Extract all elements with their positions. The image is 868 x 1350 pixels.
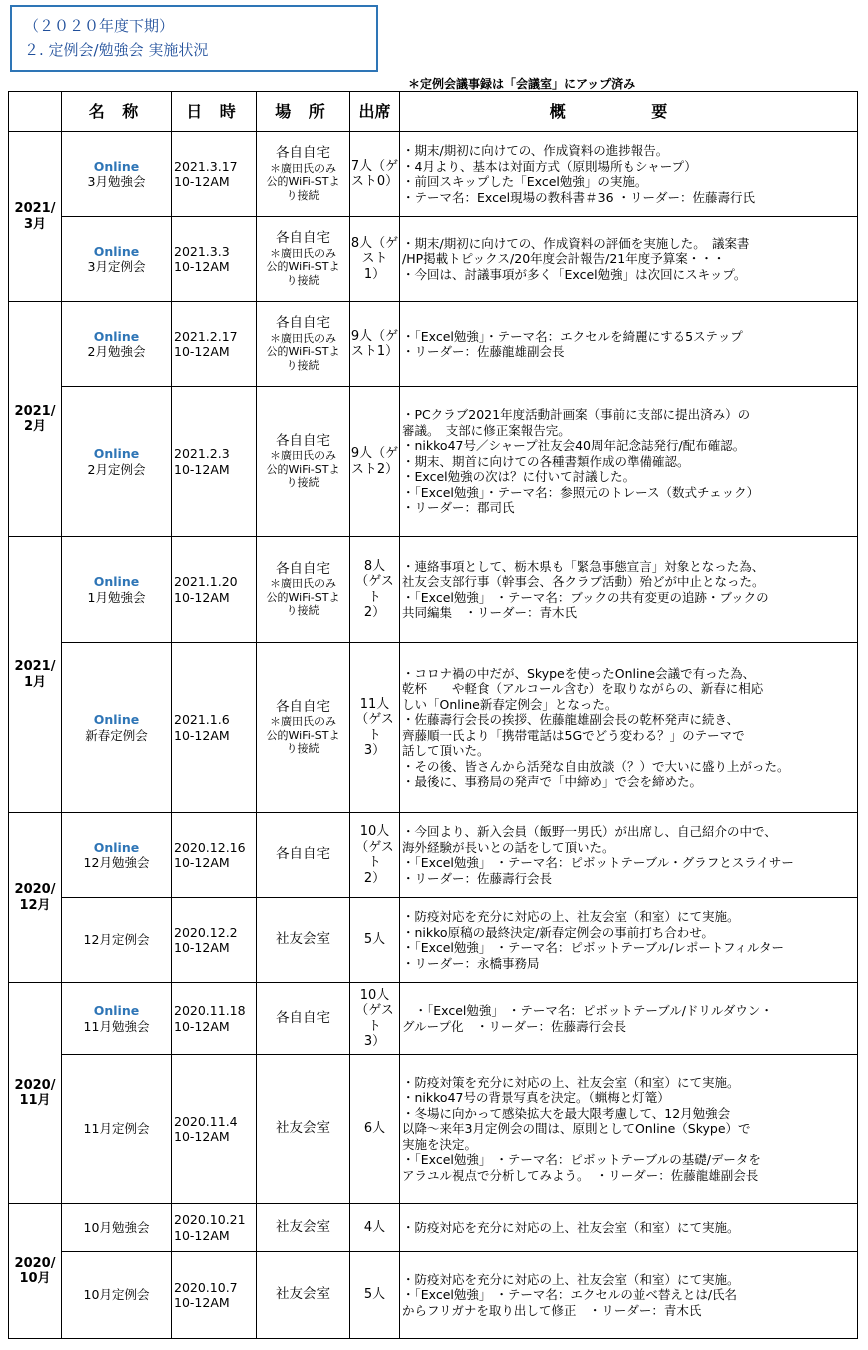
place-note: り接続	[286, 742, 320, 755]
date-line: 10-12AM	[174, 174, 230, 189]
place-name: 社友会室	[276, 1286, 330, 1303]
summary-cell	[400, 813, 858, 898]
table-row	[9, 1204, 858, 1252]
attendance-line: スト	[361, 251, 388, 267]
place-cell	[257, 813, 350, 898]
summary-line: 乾杯 や軽食（アルコール含む）を取りながらの、新春に相応	[402, 681, 764, 696]
place-note: ＊廣田氏のみ	[270, 331, 336, 345]
place-cell	[257, 1055, 350, 1204]
table-row	[9, 387, 858, 537]
place-note: り接続	[286, 476, 320, 489]
summary-line: ・今回より、新入会員（飯野一男氏）が出席し、自己紹介の中で、	[402, 824, 777, 839]
online-badge: Online	[93, 446, 140, 461]
place-name: 各自自宅	[276, 1009, 330, 1026]
place-cell	[257, 643, 350, 813]
period-label: 2020/	[14, 1255, 56, 1271]
meeting-name: 12月勉強会	[83, 855, 150, 870]
summary-line: しい「Online新春定例会」となった。	[402, 696, 618, 712]
summary-line: 齊藤順一氏より「携帯電話は5Gでどう変わる？」のテーマで	[402, 727, 745, 743]
attendance-line: 10人	[359, 824, 390, 839]
date-line: 2021.2.17	[174, 328, 238, 344]
attendance-cell	[350, 1204, 400, 1252]
date-line: 2020.11.4	[174, 1113, 238, 1129]
date-line: 2021.2.3	[174, 446, 230, 461]
place-name: 各自自宅	[276, 432, 330, 449]
online-badge: Online	[93, 328, 140, 344]
table-row	[9, 898, 858, 983]
attendance-line: 8人（ゲ	[350, 235, 399, 251]
summary-line: ・その後、皆さんから活発な自由放談（？）で大いに盛り上がった。	[402, 758, 790, 774]
place-name: 社友会室	[276, 1120, 330, 1137]
attendance-cell	[350, 537, 400, 643]
summary-line: ・「Excel勉強」 ・テーマ名：ピボットテーブル/レポートフィルター	[402, 940, 785, 955]
summary-line: ・コロナ禍の中だが、Skypeを使ったOnline会議で有った為、	[402, 665, 756, 681]
summary-line: ・今回は、討議事項が多く「Excel勉強」は次回にスキップ。	[402, 266, 747, 282]
col-name-header: 名 称	[62, 92, 172, 132]
date-line: 10-12AM	[174, 589, 230, 605]
period-label: 2021/	[14, 403, 56, 419]
date-line: 10-12AM	[174, 1018, 230, 1034]
date-line: 2020.12.2	[174, 924, 238, 940]
meeting-name: 1月勉強会	[87, 589, 146, 605]
table-row	[9, 302, 858, 387]
date-line: 2021.3.3	[174, 243, 230, 259]
meeting-name: 10月勉強会	[83, 1219, 150, 1235]
meeting-name: 3月勉強会	[87, 174, 146, 189]
summary-line: ・冬場に向かって感染拡大を最大限考慮して、12月勉強会	[402, 1105, 731, 1121]
summary-line: ・期末、期首に向けての各種書類作成の準備確認。	[402, 453, 690, 469]
attendance-cell	[350, 898, 400, 983]
date-line: 2020.10.7	[174, 1279, 238, 1295]
place-cell	[257, 217, 350, 302]
summary-line: /HP掲載トピックス/20年度会計報告/21年度予算案・・・	[402, 251, 726, 267]
date-line: 2020.12.16	[174, 839, 246, 855]
attendance-line: （ゲスト	[355, 1003, 394, 1034]
meeting-name-cell	[62, 302, 172, 387]
section-title: ２. 定例会/勉強会 実施状況	[24, 41, 209, 59]
col-period-header	[9, 92, 62, 132]
date-cell	[172, 217, 257, 302]
summary-line: 話して頂いた。	[402, 743, 490, 758]
summary-line: 実施を決定。	[402, 1136, 478, 1152]
date-line: 10-12AM	[174, 461, 230, 477]
meeting-name: 11月定例会	[83, 1121, 150, 1137]
date-line: 10-12AM	[174, 940, 230, 955]
meeting-name-cell	[62, 1204, 172, 1252]
date-cell	[172, 643, 257, 813]
period-label: 2021/	[14, 659, 56, 674]
summary-line: ・PCクラブ2021年度活動計画案（事前に支部に提出済み）の	[402, 407, 751, 423]
meeting-name: 11月勉強会	[83, 1018, 150, 1034]
table-body	[9, 132, 858, 1339]
attendance-cell	[350, 813, 400, 898]
summary-cell	[400, 643, 858, 813]
summary-line: ・「Excel勉強」 ・テーマ名：ピボットテーブルの基礎/データを	[402, 1152, 761, 1168]
col-attendance-header: 出席	[350, 92, 400, 132]
summary-line: ・リーダー：郡司氏	[402, 500, 515, 516]
col-summary-header: 概 要	[400, 92, 858, 132]
summary-cell	[400, 302, 858, 387]
attendance-line: 11人	[359, 696, 390, 712]
meeting-name: 2月定例会	[87, 461, 146, 477]
place-name: 各自自宅	[276, 230, 330, 246]
summary-cell	[400, 898, 858, 983]
date-line: 10-12AM	[174, 1295, 230, 1310]
date-cell	[172, 898, 257, 983]
period-label: 11月	[19, 1093, 51, 1108]
period-label: 3月	[23, 216, 47, 232]
place-note: り接続	[286, 273, 320, 287]
meeting-name-cell	[62, 813, 172, 898]
meeting-name-cell	[62, 387, 172, 537]
attendance-line: 9人（ゲ	[350, 446, 399, 461]
date-line: 2021.1.20	[174, 574, 238, 589]
place-cell	[257, 302, 350, 387]
table-row	[9, 643, 858, 813]
summary-line: ・リーダー：永橋事務局	[402, 955, 540, 971]
attendance-line: 5人	[363, 932, 386, 948]
place-note: ＊廣田氏のみ	[270, 449, 336, 462]
place-note: ＊廣田氏のみ	[270, 246, 336, 260]
meeting-name-cell	[62, 132, 172, 217]
attendance-cell	[350, 302, 400, 387]
table-row	[9, 983, 858, 1055]
summary-cell	[400, 983, 858, 1055]
period-cell	[9, 302, 62, 537]
summary-line: ・防疫対応を充分に対応の上、社友会室（和室）にて実施。	[402, 909, 740, 924]
place-name: 社友会室	[276, 931, 330, 948]
meeting-name: 10月定例会	[83, 1287, 150, 1303]
place-cell	[257, 132, 350, 217]
summary-line: 審議。 支部に修正案報告完。	[402, 422, 571, 438]
summary-cell	[400, 217, 858, 302]
date-cell	[172, 813, 257, 898]
attendance-cell	[350, 387, 400, 537]
attendance-line: 6人	[363, 1121, 386, 1137]
meeting-name-cell	[62, 643, 172, 813]
attendance-line: 8人	[363, 558, 386, 574]
meeting-name-cell	[62, 1252, 172, 1339]
period-cell	[9, 1204, 62, 1339]
place-cell	[257, 898, 350, 983]
attendance-line: 3）	[363, 1034, 386, 1049]
attendance-line: スト0）	[350, 174, 399, 189]
place-cell	[257, 387, 350, 537]
place-cell	[257, 1252, 350, 1339]
place-note: り接続	[286, 188, 320, 202]
attendance-cell	[350, 643, 400, 813]
place-note: 公的WiFi-STよ	[266, 260, 340, 273]
summary-line: ・連絡事項として、栃木県も「緊急事態宣言」対象となった為、	[402, 558, 765, 574]
minutes-note: ＊定例会議事録は「会議室」にアップ済み	[408, 77, 636, 91]
period-label: 2月	[23, 419, 47, 434]
summary-line: ・「Excel勉強」・テーマ名：参照元のトレース（数式チェック）	[402, 484, 760, 500]
period-cell	[9, 813, 62, 983]
place-name: 各自自宅	[276, 145, 330, 161]
period-cell	[9, 132, 62, 302]
summary-line: ・前回スキップした「Excel勉強」の実施。	[402, 174, 648, 189]
summary-line: ・4月より、基本は対面方式（原則場所もシャープ）	[402, 158, 697, 174]
meeting-name: 新春定例会	[85, 727, 148, 743]
summary-line: ・「Excel勉強」 ・テーマ名：ピボットテーブル/ドリルダウン・	[402, 1003, 773, 1018]
summary-cell	[400, 1055, 858, 1204]
summary-line: 共同編集 ・リーダー：青木氏	[402, 605, 578, 620]
date-line: 2020.11.18	[174, 1003, 246, 1018]
place-name: 各自自宅	[276, 315, 330, 331]
meeting-name: 12月定例会	[83, 932, 150, 948]
table-row	[9, 537, 858, 643]
period-label: 10月	[19, 1271, 51, 1286]
date-cell	[172, 1055, 257, 1204]
summary-line: ・「Excel勉強」・テーマ名：エクセルを綺麗にする5ステップ	[402, 328, 743, 344]
attendance-line: 4人	[363, 1219, 386, 1235]
date-line: 10-12AM	[174, 344, 230, 359]
date-line: 2021.1.6	[174, 712, 230, 727]
summary-cell	[400, 1252, 858, 1339]
period-label: 2020/	[14, 882, 56, 897]
date-cell	[172, 132, 257, 217]
attendance-cell	[350, 1252, 400, 1339]
date-line: 10-12AM	[174, 727, 230, 743]
period-label: 12月	[19, 897, 51, 913]
place-cell	[257, 537, 350, 643]
date-line: 10-12AM	[174, 1227, 230, 1243]
table-row	[9, 1055, 858, 1204]
meeting-name-cell	[62, 898, 172, 983]
place-cell	[257, 1204, 350, 1252]
summary-line: ・佐藤壽行会長の挨拶、佐藤龍雄副会長の乾杯発声に続き、	[402, 712, 740, 727]
attendance-line: スト1）	[350, 344, 399, 359]
period-cell	[9, 537, 62, 813]
place-name: 各自自宅	[276, 698, 330, 715]
meeting-name: 2月勉強会	[87, 344, 146, 359]
attendance-cell	[350, 1055, 400, 1204]
place-note: ＊廣田氏のみ	[270, 577, 336, 590]
period-label: 1月	[23, 674, 47, 690]
summary-line: ・防疫対策を充分に対応の上、社友会室（和室）にて実施。	[402, 1074, 740, 1090]
date-line: 2020.10.21	[174, 1212, 246, 1227]
summary-line: ・期末/期初に向けての、作成資料の評価を実施した。 議案書	[402, 235, 750, 251]
date-cell	[172, 1204, 257, 1252]
attendance-cell	[350, 217, 400, 302]
attendance-line: 1）	[363, 266, 386, 282]
summary-line: ・最後に、事務局の発声で「中締め」で会を締めた。	[402, 774, 703, 789]
col-date-header: 日 時	[172, 92, 257, 132]
place-note: 公的WiFi-STよ	[266, 345, 340, 358]
place-name: 各自自宅	[276, 846, 330, 863]
place-cell	[257, 983, 350, 1055]
summary-line: ・nikko原稿の最終決定/新春定例会の事前打ち合わせ。	[402, 924, 714, 940]
period-label: 2020/	[14, 1077, 56, 1093]
report-period: （２０２０年度下期）	[24, 17, 175, 35]
summary-line: ・「Excel勉強」 ・テーマ名：ブックの共有変更の追跡・ブックの	[402, 589, 769, 605]
summary-line: アラユル視点で分析してみよう。 ・リーダー：佐藤龍雄副会長	[402, 1167, 759, 1183]
attendance-line: 2）	[363, 870, 386, 886]
date-line: 10-12AM	[174, 259, 230, 274]
date-line: 10-12AM	[174, 855, 230, 870]
online-badge: Online	[93, 574, 140, 589]
online-badge: Online	[93, 839, 140, 855]
date-line: 10-12AM	[174, 1129, 230, 1144]
online-badge: Online	[93, 1003, 140, 1018]
summary-line: ・「Excel勉強」 ・テーマ名：ピボットテーブル・グラフとスライサー	[402, 855, 794, 870]
summary-line: ・期末/期初に向けての、作成資料の進捗報告。	[402, 143, 669, 158]
period-cell	[9, 983, 62, 1204]
summary-line: ・nikko47号の背景写真を決定。（蝋梅と灯篭）	[402, 1090, 670, 1106]
meeting-status-table	[8, 91, 858, 1339]
place-note: ＊廣田氏のみ	[270, 715, 336, 728]
attendance-line: 2）	[363, 605, 386, 620]
date-cell	[172, 302, 257, 387]
attendance-line: 3）	[363, 743, 386, 758]
date-cell	[172, 1252, 257, 1339]
meeting-name-cell	[62, 537, 172, 643]
summary-line: ・リーダー：佐藤壽行会長	[402, 870, 553, 886]
summary-cell	[400, 537, 858, 643]
summary-line: からフリガナを取り出して修正 ・リーダー：青木氏	[402, 1302, 702, 1318]
table-row	[9, 132, 858, 217]
place-note: り接続	[286, 604, 320, 617]
summary-line: ・テーマ名：Excel現場の教科書＃36 ・リーダー：佐藤壽行氏	[402, 189, 755, 205]
place-note: ＊廣田氏のみ	[270, 161, 336, 175]
summary-line: 海外経験が長いとの話をして頂いた。	[402, 839, 615, 855]
attendance-line: 5人	[363, 1287, 386, 1303]
place-note: 公的WiFi-STよ	[266, 462, 340, 476]
summary-cell	[400, 387, 858, 537]
online-badge: Online	[93, 243, 140, 259]
summary-line: 以降～来年3月定例会の間は、原則としてOnline（Skype）で	[402, 1121, 751, 1137]
place-name: 社友会室	[276, 1218, 330, 1235]
place-note: 公的WiFi-STよ	[266, 175, 340, 188]
attendance-line: 10人	[359, 987, 390, 1003]
table-row	[9, 813, 858, 898]
col-place-header: 場 所	[257, 92, 350, 132]
summary-line: ・nikko47号／シャープ社友会40周年記念誌発行/配布確認。	[402, 438, 746, 454]
period-label: 2021/	[14, 201, 56, 216]
summary-line: ・「Excel勉強」 ・テーマ名：エクセルの並べ替えとは/氏名	[402, 1287, 738, 1303]
date-cell	[172, 537, 257, 643]
meeting-name: 3月定例会	[87, 259, 146, 274]
online-badge: Online	[93, 712, 140, 727]
summary-line: ・リーダー：佐藤龍雄副会長	[402, 344, 565, 359]
table-row	[9, 1252, 858, 1339]
title-box	[10, 5, 378, 72]
meeting-name-cell	[62, 217, 172, 302]
summary-cell	[400, 1204, 858, 1252]
attendance-line: 7人（ゲ	[350, 158, 399, 174]
summary-line: 社友会支部行事（幹事会、各クラブ活動）殆どが中止となった。	[402, 574, 765, 589]
table-header-row	[9, 92, 858, 132]
summary-line: ・防疫対応を充分に対応の上、社友会室（和室）にて実施。	[402, 1219, 740, 1235]
summary-line: ・防疫対応を充分に対応の上、社友会室（和室）にて実施。	[402, 1271, 740, 1287]
date-cell	[172, 983, 257, 1055]
attendance-line: （ゲスト	[355, 712, 394, 743]
attendance-cell	[350, 983, 400, 1055]
summary-line: グループ化 ・リーダー：佐藤壽行会長	[402, 1018, 627, 1034]
place-note: 公的WiFi-STよ	[266, 590, 340, 604]
attendance-line: 9人（ゲ	[350, 328, 399, 344]
attendance-line: （ゲスト	[355, 574, 394, 605]
meeting-name-cell	[62, 983, 172, 1055]
online-badge: Online	[93, 158, 140, 174]
attendance-line: スト2）	[350, 461, 399, 477]
place-note: り接続	[286, 358, 320, 372]
date-line: 2021.3.17	[174, 158, 238, 174]
place-name: 各自自宅	[276, 560, 330, 577]
attendance-cell	[350, 132, 400, 217]
meeting-name-cell	[62, 1055, 172, 1204]
attendance-line: （ゲスト	[355, 839, 394, 870]
table-row	[9, 217, 858, 302]
place-note: 公的WiFi-STよ	[266, 728, 340, 742]
date-cell	[172, 387, 257, 537]
summary-line: ・Excel勉強の次は？に付いて討議した。	[402, 469, 636, 485]
summary-cell	[400, 132, 858, 217]
